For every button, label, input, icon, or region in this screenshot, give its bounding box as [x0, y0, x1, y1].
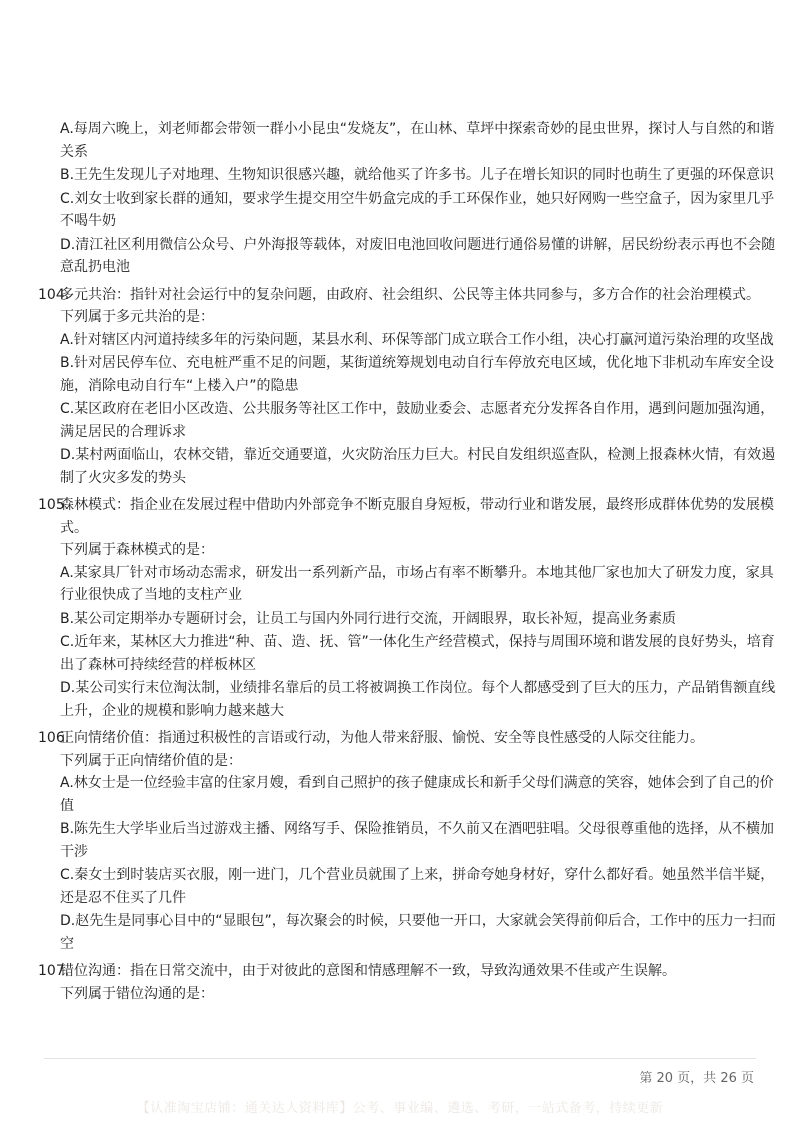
watermark: 【认准淘宝店铺：通关达人资料库】公考、事业编、遴选、考研，一站式备考，持续更新 [136, 1101, 664, 1116]
option-b: B.王先生发现儿子对地理、生物知识很感兴趣，就给他买了许多书。儿子在增长知识的同时也萌生了更强的环保意识 [60, 167, 775, 183]
option-d: D.清江社区利用微信公众号、户外海报等载体，对废旧电池回收问题进行通俗易懂的讲解，居民纷纷表示再也不会随意乱扔电池 [60, 236, 776, 275]
question-definition: 多元共治：指针对社会运行中的复杂问题，由政府、社会组织、公民等主体共同参与，多方合作的社会治理模式。 [60, 286, 760, 303]
question-prompt: 下列属于森林模式的是： [60, 542, 214, 558]
question-number: 104. [38, 286, 70, 303]
question-number: 106. [38, 730, 70, 746]
option-c: C.近年来，某林区大力推进“种、苗、造、抚、管”一体化生产经营模式，保持与周围环境和谐发展的良好势头，培育出了森林可持续经营的样板林区 [60, 634, 775, 673]
question-105 [38, 494, 778, 722]
option-b: B.陈先生大学毕业后当过游戏主播、网络写手、保险推销员，不久前又在酒吧驻唱。父母很尊重他的选择，从不横加干涉 [60, 821, 775, 860]
question-prompt: 下列属于正向情绪价值的是： [60, 752, 242, 769]
question-definition: 森林模式：指企业在发展过程中借助内外部竞争不断克服自身短板，带动行业和谐发展，最终形成群体优势的发展模式。 [60, 497, 774, 536]
page-number: 第 20 页，共 26 页 [639, 1071, 754, 1086]
question-106 [38, 727, 778, 955]
prev-question-options [60, 118, 778, 279]
option-a: A.针对辖区内河道持续多年的污染问题，某县水利、环保等部门成立联合工作小组，决心打赢河道污染治理的攻坚战 [60, 331, 774, 348]
option-a: A.林女士是一位经验丰富的住家月嫂，看到自己照护的孩子健康成长和新手父母们满意的笑容，她体会到了自己的价值 [60, 775, 774, 814]
question-prompt: 下列属于多元共治的是： [60, 309, 214, 325]
question-number: 105. [38, 497, 70, 513]
option-a: A.某家具厂针对市场动态需求，研发出一系列新产品，市场占有率不断攀升。本地其他厂家也加大了研发力度，家具行业很快成了当地的支柱产业 [60, 564, 774, 603]
option-b: B.某公司定期举办专题研讨会，让员工与国内外同行进行交流，开阔眼界，取长补短，提高业务素质 [60, 610, 677, 627]
question-prompt: 下列属于错位沟通的是： [60, 985, 214, 1002]
option-d: D.某公司实行末位淘汰制，业绩排名靠后的员工将被调换工作岗位。每个人都感受到了巨大的压力，产品销售额直线上升，企业的规模和影响力越来越大 [60, 680, 776, 719]
option-b: B.针对居民停车位、充电桩严重不足的问题，某街道统筹规划电动自行车停放充电区域，优化地下非机动车库安全设施，消除电动自行车“上楼入户”的隐患 [60, 355, 775, 394]
option-c: C.刘女士收到家长群的通知，要求学生提交用空牛奶盒完成的手工环保作业，她只好网购一些空盒子，因为家里几乎不喝牛奶 [60, 190, 775, 229]
question-definition: 错位沟通：指在日常交流中，由于对彼此的意图和情感理解不一致，导致沟通效果不佳或产生误解。 [60, 963, 676, 979]
question-number: 107. [38, 963, 70, 979]
option-c: C.某区政府在老旧小区改造、公共服务等社区工作中，鼓励业委会、志愿者充分发挥各自作用，遇到问题加强沟通，满足居民的合理诉求 [60, 401, 775, 440]
option-d: D.某村两面临山，农林交错，靠近交通要道，火灾防治压力巨大。村民自发组织巡查队，检测上报森林火情，有效遏制了火灾多发的势头 [60, 447, 776, 486]
footer-divider [44, 1058, 756, 1059]
question-107 [38, 960, 778, 1005]
option-a: A.每周六晚上，刘老师都会带领一群小小昆虫“发烧友”，在山林、草坪中探索奇妙的昆虫世界，探讨人与自然的和谐关系 [60, 121, 775, 160]
option-c: C.秦女士到时装店买衣服，刚一进门，几个营业员就围了上来，拼命夸她身材好，穿什么都好看。她虽然半信半疑，还是忍不住买了几件 [60, 867, 775, 906]
option-d: D.赵先生是同事心目中的“显眼包”，每次聚会的时候，只要他一开口，大家就会笑得前仰后合，工作中的压力一扫而空 [60, 913, 776, 952]
question-definition: 正向情绪价值：指通过积极性的言语或行动，为他人带来舒服、愉悦、安全等良性感受的人际交往能力。 [60, 730, 704, 746]
page-content [38, 118, 778, 1005]
question-104 [38, 284, 778, 490]
